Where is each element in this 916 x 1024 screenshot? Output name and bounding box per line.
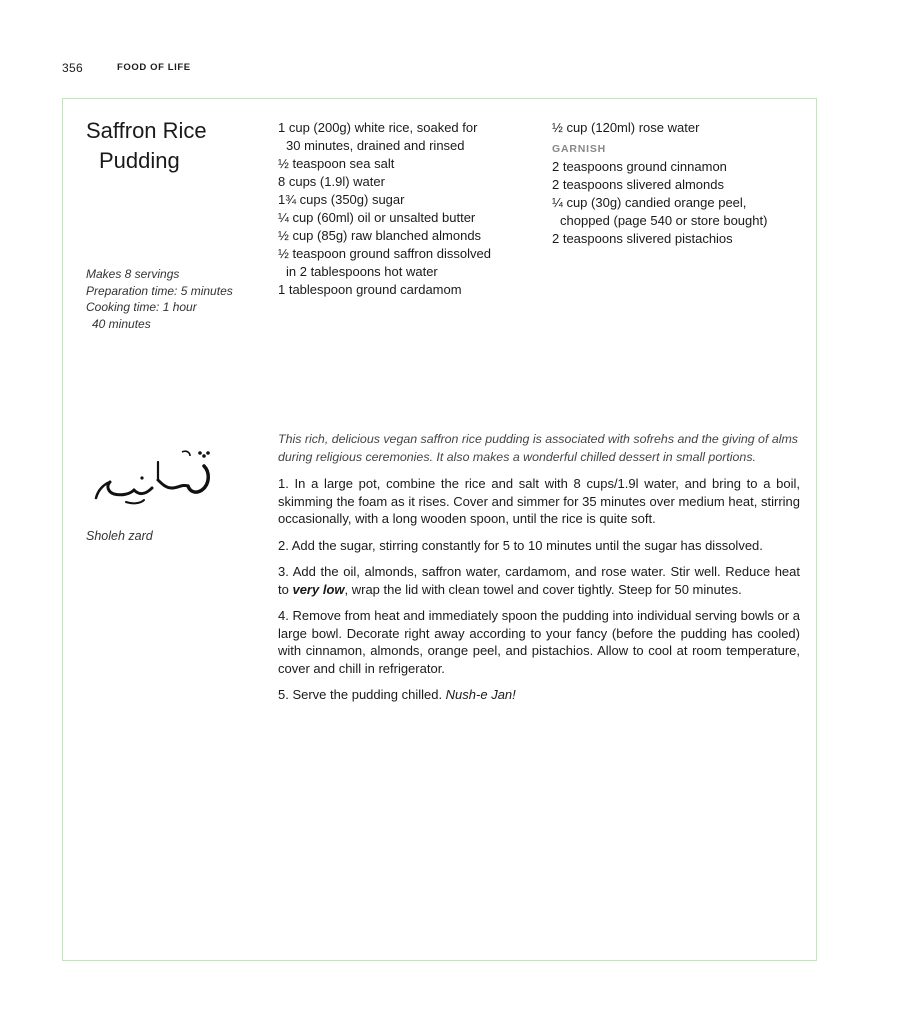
garnish-line: chopped (page 540 or store bought) <box>560 213 768 228</box>
garnish-item: 2 teaspoons slivered almonds <box>552 177 724 192</box>
recipe-title-line2: Pudding <box>99 148 180 173</box>
garnish-item: 2 teaspoons slivered pistachios <box>552 231 733 246</box>
ingredients-column-2 <box>552 119 802 248</box>
ingredient: ½ cup (120ml) rose water <box>552 120 700 135</box>
running-title: FOOD OF LIFE <box>117 62 191 73</box>
ingredients-column-1 <box>278 119 540 299</box>
step-3-text-c: , wrap the lid with clean towel and cover tightly. Steep for 50 minutes. <box>344 581 742 597</box>
calligraphy-glyph <box>86 444 226 508</box>
step-3-text-a: 3. Add the oil, almonds, saffron water, cardamom, and rose water. Stir well. Reduce heat to <box>278 564 800 597</box>
recipe-intro: This rich, delicious vegan saffron rice pudding is associated with sofrehs and the giving of alms during religious ceremonies. It also makes a wonderful chilled dessert in small portions. <box>278 432 798 464</box>
ingredient: ¼ cup (60ml) oil or unsalted butter <box>278 210 476 225</box>
ingredient <box>278 119 540 155</box>
farsi-caption: Sholeh zard <box>86 529 153 543</box>
step-3-emphasis: very low <box>292 581 345 597</box>
step-4: 4. Remove from heat and immediately spoon the pudding into individual serving bowls or a large bowl. Decorate right away according to your fancy (before the pudding has cooled) with cinnamon, almonds, orange peel, and pistachios. Allow to cool at room temperature, cover and chill in refrigerator. <box>278 608 800 676</box>
recipe-meta <box>86 266 233 332</box>
ingredient-line: in 2 tablespoons hot water <box>286 264 438 279</box>
cook-time-cont: 40 minutes <box>92 316 151 331</box>
ingredient: 1¾ cups (350g) sugar <box>278 192 405 207</box>
garnish-item <box>552 194 802 230</box>
step-5-text: 5. Serve the pudding chilled. <box>278 687 446 702</box>
step-5 <box>278 686 800 704</box>
garnish-item: 2 teaspoons ground cinnamon <box>552 159 727 174</box>
page-number: 356 <box>62 61 83 75</box>
garnish-label: GARNISH <box>552 143 607 155</box>
ingredient-line: 30 minutes, drained and rinsed <box>286 138 465 153</box>
ingredient-line: 1 cup (200g) white rice, soaked for <box>278 120 478 135</box>
farsi-calligraphy <box>86 444 226 508</box>
step-5-closing: Nush-e Jan! <box>445 687 516 702</box>
prep-time: Preparation time: 5 minutes <box>86 283 233 298</box>
ingredient: 8 cups (1.9l) water <box>278 174 385 189</box>
ingredient: ½ teaspoon sea salt <box>278 156 395 171</box>
step-1: 1. In a large pot, combine the rice and salt with 8 cups/1.9l water, and bring to a boil, skimming the foam as it rises. Cover and simmer for 35 minutes over medium heat, stirring occasionally, with a long wooden spoon, until the rice is quite soft. <box>278 476 800 526</box>
ingredient-line: ½ teaspoon ground saffron dissolved <box>278 246 491 261</box>
recipe-title-line1: Saffron Rice <box>86 118 207 143</box>
ingredient <box>278 245 540 281</box>
garnish-line: ¼ cup (30g) candied orange peel, <box>552 195 747 210</box>
step-3 <box>278 563 800 598</box>
servings: Makes 8 servings <box>86 267 180 281</box>
ingredient: 1 tablespoon ground cardamom <box>278 282 462 297</box>
page-header <box>62 61 191 75</box>
recipe-title <box>86 116 207 176</box>
cook-time: Cooking time: 1 hour <box>86 300 197 314</box>
ingredient: ½ cup (85g) raw blanched almonds <box>278 228 482 243</box>
recipe-body <box>278 431 800 713</box>
step-2: 2. Add the sugar, stirring constantly for 5 to 10 minutes until the sugar has dissolved. <box>278 537 763 553</box>
